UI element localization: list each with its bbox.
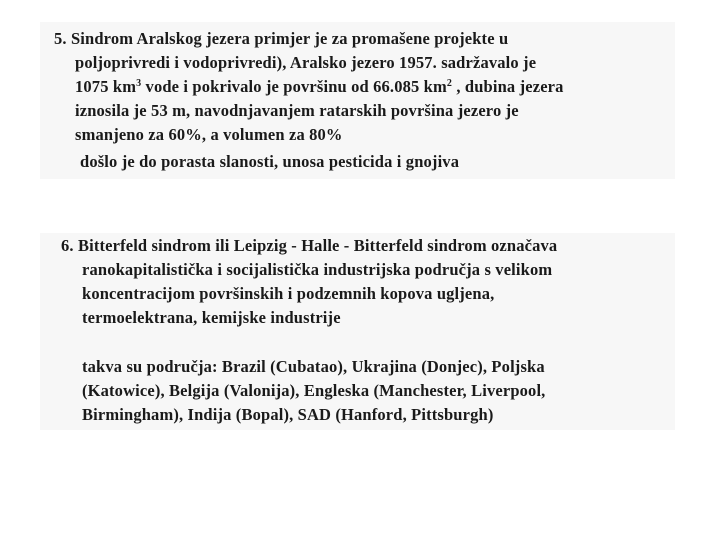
section-5-line-3-part-b: vode i pokrivalo je površinu od 66.085 km — [141, 77, 447, 96]
section-5-line-2: poljoprivredi i vodoprivredi), Aralsko jezero 1957. sadržavalo je — [75, 53, 537, 72]
section-5-line-3-part-a: 1075 km — [75, 77, 137, 96]
examples-intro: takva su područja — [82, 357, 212, 376]
section-5-line-1: 5. Sindrom Aralskog jezera primjer je za promašene projekte u — [54, 29, 509, 48]
section-5-line-6: došlo je do porasta slanosti, unosa pesticida i gnojiva — [80, 152, 460, 171]
examples-list-part-1: : Brazil (Cubatao), Ukrajina (Donjec), Poljska — [212, 357, 545, 376]
section-5-line-5: smanjeno za 60%, a volumen za 80% — [75, 125, 343, 144]
section-5-line-4: iznosila je 53 m, navodnjavanjem ratarskih površina jezero je — [75, 101, 519, 120]
section-6-examples-line-3: Birmingham), Indija (Bopal), SAD (Hanford, Pittsburgh) — [82, 405, 494, 424]
section-6-line-1: 6. Bitterfeld sindrom ili Leipzig - Halle - Bitterfeld sindrom označava — [61, 236, 558, 255]
section-5-line-3 — [75, 76, 564, 98]
section-6-line-4: termoelektrana, kemijske industrije — [82, 308, 341, 327]
section-6-line-3: koncentracijom površinskih i podzemnih kopova ugljena, — [82, 284, 495, 303]
section-6-examples-line-1 — [82, 356, 545, 378]
section-6-examples-line-2: (Katowice), Belgija (Valonija), Engleska (Manchester, Liverpool, — [82, 381, 546, 400]
section-5-line-3-part-c: , dubina jezera — [452, 77, 564, 96]
cubic-exponent: 3 — [136, 78, 142, 89]
section-6-line-2: ranokapitalistička i socijalistička industrijska područja s velikom — [82, 260, 553, 279]
square-exponent: 2 — [446, 78, 453, 89]
